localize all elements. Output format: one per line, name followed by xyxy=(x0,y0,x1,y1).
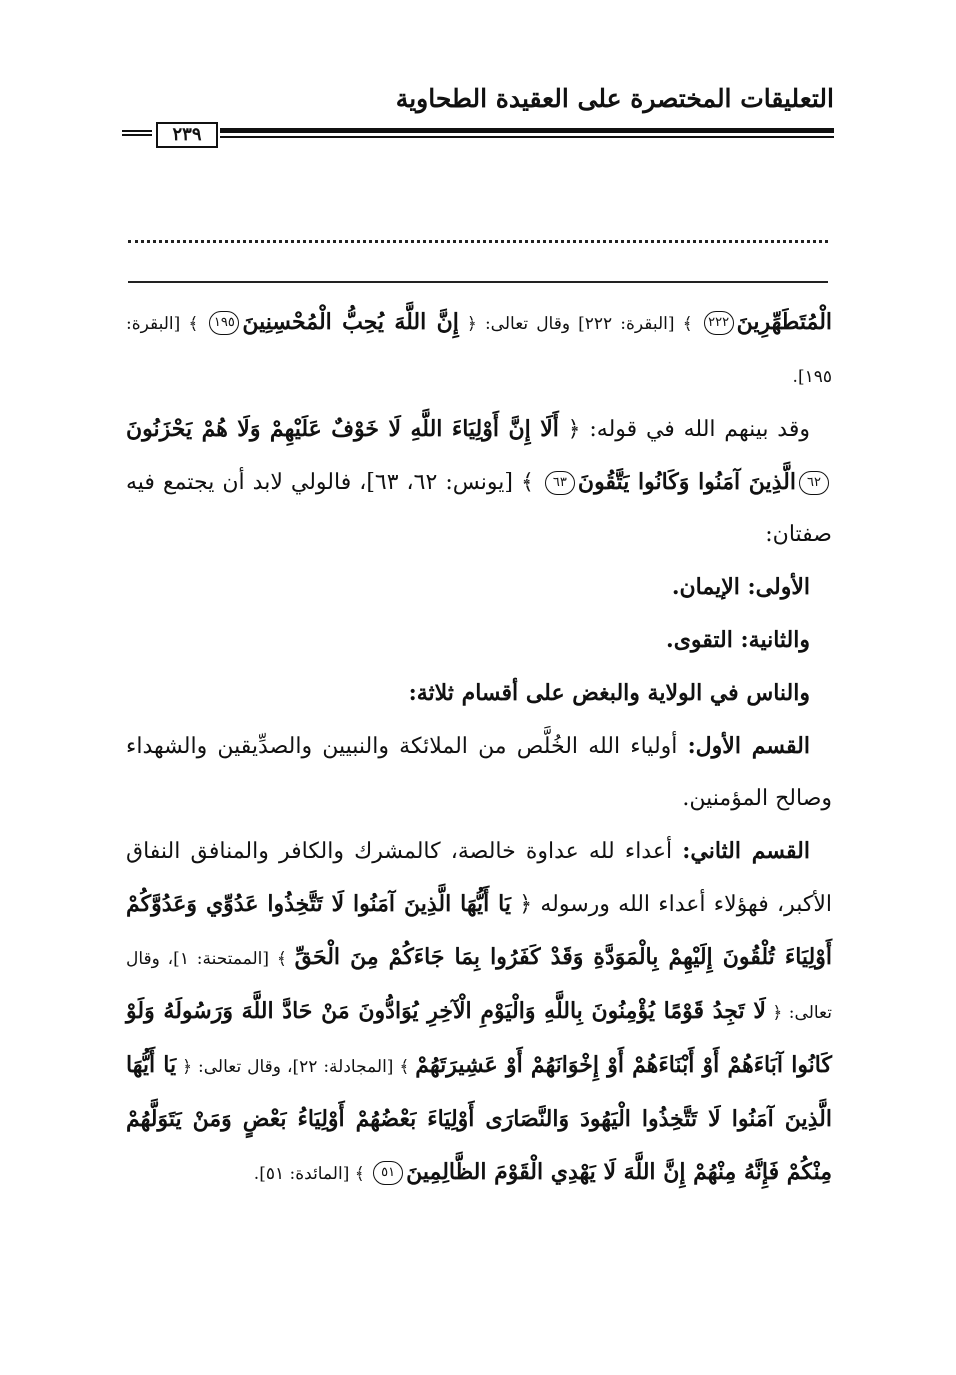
running-title: التعليقات المختصرة على العقيدة الطحاوية xyxy=(395,84,834,113)
header-thin-rule xyxy=(220,136,834,138)
footnote-rule xyxy=(128,281,828,283)
point-text: : الإيمان. xyxy=(671,574,756,600)
paragraph-3 xyxy=(126,561,832,614)
point-text: : التقوى. xyxy=(666,627,749,653)
paragraph-7 xyxy=(126,825,832,1200)
point-label: والثانية xyxy=(748,627,810,653)
section-label: القسم الأول: xyxy=(687,733,810,759)
quran-text: يَا أَيُّهَا الَّذِينَ آمَنُوا لَا تَتَّخِذُوا عَدُوِّي وَعَدُوَّكُمْ أَوْلِيَاءَ تُلْقُونَ إِلَيْهِمْ بِالْمَوَدَّةِ وَقَدْ كَفَرُوا بِمَا جَاءَكُمْ مِنَ الْحَقِّ xyxy=(126,891,832,970)
header-rule xyxy=(122,122,834,146)
reference-text: ﴾ [البقرة: ١٩٥]. xyxy=(126,314,832,387)
body-sentence: وقد بينهم الله في قوله: ﴿ xyxy=(558,417,810,442)
section-text: أولياء الله الخُلَّص من الملائكة والنبيين والصدِّيقين والشهداء وصالح المؤمنين. xyxy=(126,734,832,811)
section-intro: والناس في الولاية والبغض على أقسام ثلاثة: xyxy=(408,680,810,706)
quran-text: الْمُتَطَهِّرِينَ xyxy=(736,309,833,335)
page-number: ٢٣٩ xyxy=(156,122,218,148)
reference-text: ﴾ [البقرة: ٢٢٢] وقال تعالى: ﴿ xyxy=(458,314,701,334)
ayah-number: ٦٣ xyxy=(545,471,575,495)
ayah-number: ٥١ xyxy=(373,1161,403,1185)
ayah-number: ٦٢ xyxy=(799,471,829,495)
reference-text: ﴾ [الممتحنة: ١]، وقال تعالى: ﴿ xyxy=(126,949,832,1023)
paragraph-2 xyxy=(126,403,832,561)
ayah-number: ٢٢٢ xyxy=(704,311,734,335)
page-number-separator xyxy=(122,130,152,136)
reference-text: ﴾ [المائدة: ٥١]. xyxy=(253,1164,371,1184)
quran-text: الَّذِينَ آمَنُوا وَكَانُوا يَتَّقُونَ xyxy=(577,469,797,495)
quran-text: إِنَّ اللَّهَ يُحِبُّ الْمُحْسِنِينَ xyxy=(242,309,459,335)
ayah-number: ١٩٥ xyxy=(209,311,239,335)
paragraph-1 xyxy=(126,296,832,403)
header-thick-rule xyxy=(220,128,834,133)
footnote-dotted-separator xyxy=(128,240,828,243)
section-text: أعداء لله عداوة خالصة، كالمشرك والكافر والمنافق النفاق الأكبر، فهؤلاء أعداء الله ورسوله ﴿ xyxy=(126,839,832,917)
quran-text: لَا تَجِدُ قَوْمًا يُؤْمِنُونَ بِاللَّهِ وَالْيَوْمِ الْآخِرِ يُوَادُّونَ مَنْ حَادَّ اللَّهَ وَرَسُولَهُ وَلَوْ كَانُوا آبَاءَهُمْ أَوْ أَبْنَاءَهُمْ أَوْ إِخْوَانَهُمْ أَوْ عَشِيرَتَهُمْ xyxy=(126,998,832,1078)
paragraph-5 xyxy=(126,667,832,720)
body-sentence: ﴾ [يونس: ٦٢، ٦٣]، فالولي لابد أن يجتمع فيه صفتان: xyxy=(126,470,832,547)
body-text xyxy=(126,296,832,1200)
paragraph-6 xyxy=(126,720,832,825)
quran-text: يَا أَيُّهَا الَّذِينَ آمَنُوا لَا تَتَّخِذُوا الْيَهُودَ وَالنَّصَارَى أَوْلِيَاءَ بَعْضُهُمْ أَوْلِيَاءُ بَعْضٍ وَمَنْ يَتَوَلَّهُمْ مِنْكُمْ فَإِنَّهُ مِنْهُمْ إِنَّ اللَّهَ لَا يَهْدِي الْقَوْمَ الظَّالِمِينَ xyxy=(126,1052,832,1185)
reference-text: ﴾ [المجادلة: ٢٢]، وقال تعالى: ﴿ xyxy=(176,1057,416,1077)
point-label: الأولى xyxy=(755,574,810,600)
paragraph-4 xyxy=(126,614,832,667)
section-label: القسم الثاني: xyxy=(682,838,810,864)
quran-text: أَلَا إِنَّ أَوْلِيَاءَ اللَّهِ لَا خَوْفٌ عَلَيْهِمْ وَلَا هُمْ يَحْزَنُونَ xyxy=(126,416,559,442)
